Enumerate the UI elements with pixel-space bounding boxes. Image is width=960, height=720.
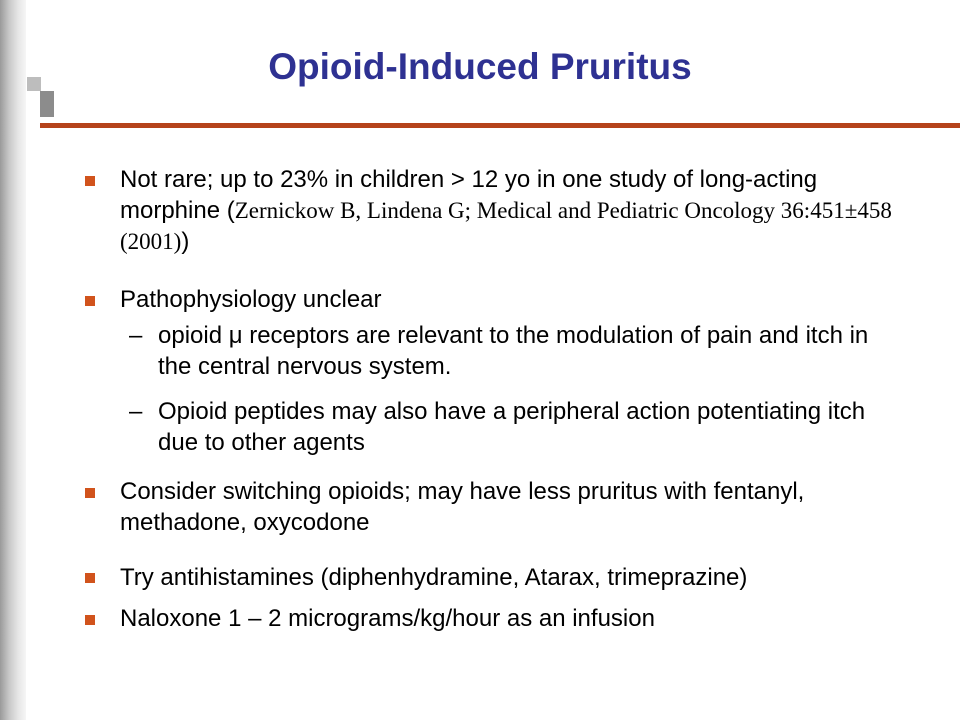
title-underline-rule [40,123,960,128]
bullet-text-closing: ) [181,228,190,255]
bullet-item-prevalence [120,164,900,257]
bullet-item-antihistamines: Try antihistamines (diphenhydramine, Atarax, trimeprazine) [120,564,748,591]
slide-title: Opioid-Induced Pruritus [268,46,692,87]
bullet-marker [85,573,95,583]
sub-item-receptors: opioid μ receptors are relevant to the modulation of pain and itch in the central nervous system. [158,322,869,380]
bullet-item-pathophysiology: Pathophysiology unclear [120,286,382,313]
sub-item-dash: – [129,398,143,425]
bullet-marker [85,488,95,498]
bullet-text: Not rare; up to 23% in children > 12 yo in one study of long-acting morphine ( [120,166,818,224]
bullet-marker [85,615,95,625]
bullet-marker [85,176,95,186]
bullet-item-switching-opioids: Consider switching opioids; may have less pruritus with fentanyl, methadone, oxycodone [120,478,805,536]
left-decorative-bar [0,0,26,720]
sub-item-dash: – [129,322,143,349]
sub-item-peptides: Opioid peptides may also have a peripheral action potentiating itch due to other agents [158,398,866,456]
bullet-item-naloxone: Naloxone 1 – 2 micrograms/kg/hour as an infusion [120,605,655,632]
bullet-marker [85,296,95,306]
decorative-square-dark [40,91,54,117]
citation: Zernickow B, Lindena G; Medical and Pediatric Oncology 36:451±458 (2001) [120,198,892,254]
